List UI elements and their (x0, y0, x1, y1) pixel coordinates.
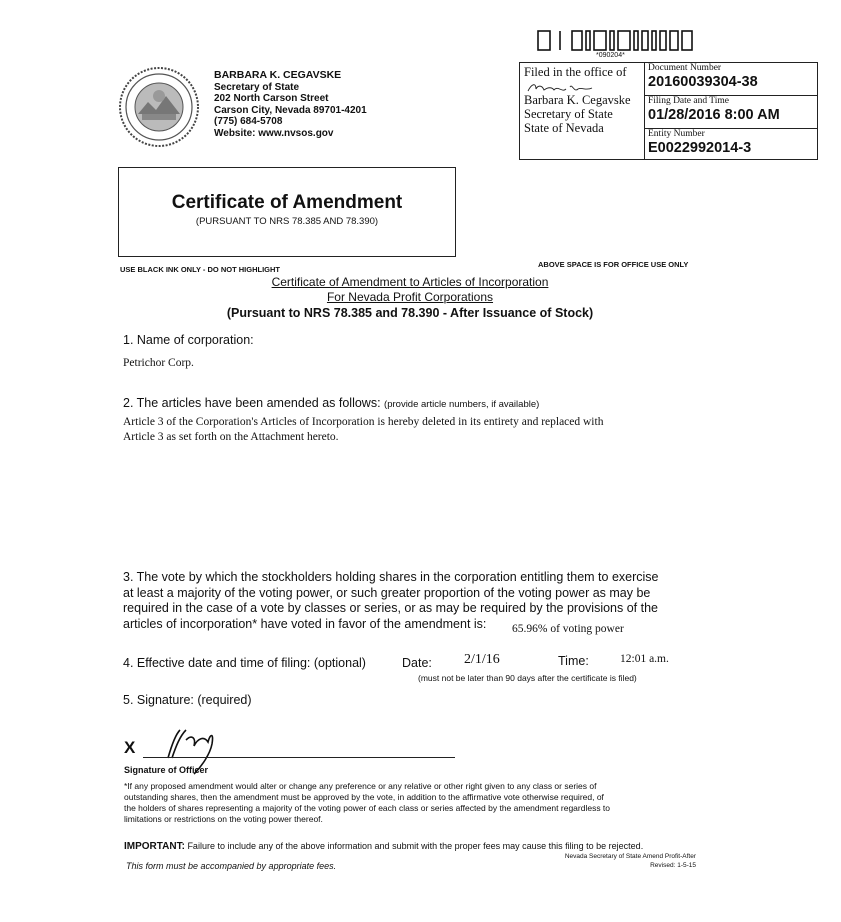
fee-notice: This form must be accompanied by appropriate fees. (126, 861, 337, 871)
form-heading (160, 275, 660, 321)
item-5-label: 5. Signature: (required) (123, 693, 252, 707)
filing-date-cell (645, 96, 817, 129)
item-1-label: 1. Name of corporation: (123, 333, 254, 347)
footnote-line-1: *If any proposed amendment would alter or change any preference or any relative or other right given to any class or series of (124, 781, 597, 791)
footnote (124, 781, 704, 825)
sos-phone: (775) 684-5708 (214, 116, 283, 127)
sos-city: Carson City, Nevada 89701-4201 (214, 104, 367, 116)
filing-date-label: Filing Date and Time (648, 96, 730, 106)
signature-label: Signature of Officer (124, 765, 209, 775)
vote-percentage: 65.96% of voting power (512, 623, 624, 635)
barcode (536, 28, 696, 52)
signature-x-mark: X (124, 738, 136, 757)
certificate-subtitle: (PURSUANT TO NRS 78.385 AND 78.390) (195, 216, 379, 227)
filing-stamp-box (519, 62, 818, 160)
certificate-title: Certificate of Amendment (171, 192, 403, 213)
amendment-line-2: Article 3 as set forth on the Attachment hereto. (123, 431, 339, 443)
entity-number-cell (645, 129, 817, 159)
sos-street: 202 North Carson Street (214, 93, 329, 104)
document-number-value: 20160039304-38 (648, 74, 758, 90)
footnote-line-4: limitations or restrictions on the voting power thereof. (124, 814, 323, 824)
effective-date-value: 2/1/16 (464, 652, 500, 667)
filed-line-4: State of Nevada (524, 121, 604, 135)
filed-line-3: Secretary of State (524, 107, 613, 121)
certificate-title-box (118, 167, 456, 257)
sos-website: Website: www.nvsos.gov (214, 127, 334, 139)
form-id-line-2: Revised: 1-5-15 (650, 862, 696, 869)
entity-number-label: Entity Number (648, 129, 705, 139)
date-label: Date: (402, 656, 432, 670)
item-2-label (123, 396, 539, 410)
important-text: Failure to include any of the above information and submit with the proper fees may cause this filing to be rejected. (187, 841, 644, 851)
document-number-label: Document Number (648, 63, 722, 73)
form-id-line-1: Nevada Secretary of State Amend Profit-After (564, 853, 696, 860)
item-2-note: (provide article numbers, if available) (384, 399, 540, 410)
effective-time-value: 12:01 a.m. (620, 653, 669, 665)
footnote-line-3: the holders of shares representing a majority of the voting power of each class or series affected by the amendment regardless to (124, 803, 611, 813)
entity-number-value: E0022992014-3 (648, 140, 752, 156)
secretary-signature-icon (526, 81, 596, 95)
item-2-question: 2. The articles have been amended as follows: (123, 396, 381, 410)
filing-date-value: 01/28/2016 8:00 AM (648, 107, 780, 123)
important-notice (124, 841, 643, 852)
ink-note: USE BLACK INK ONLY - DO NOT HIGHLIGHT (120, 265, 281, 274)
heading-line-3: (Pursuant to NRS 78.385 and 78.390 - After Issuance of Stock) (226, 306, 594, 320)
secretary-of-state-info (214, 70, 367, 139)
footnote-line-2: outstanding shares, then the amendment must be approved by the vote, in addition to the affirmative vote otherwise required, of (124, 792, 604, 802)
item-3-line-4: articles of incorporation* have voted in favor of the amendment is: (123, 616, 487, 631)
amendment-text (123, 415, 603, 445)
heading-line-2: For Nevada Profit Corporations (326, 290, 494, 304)
item-3-line-1: 3. The vote by which the stockholders holding shares in the corporation entitling them to exercise (123, 570, 659, 584)
corporation-name: Petrichor Corp. (123, 357, 194, 369)
filed-in-office-panel (520, 63, 645, 159)
document-number-cell (645, 63, 817, 96)
sos-title: Secretary of State (214, 81, 300, 93)
filed-line-2: Barbara K. Cegavske (524, 93, 631, 107)
barcode-number: *090204* (596, 52, 625, 59)
date-limit-note: (must not be later than 90 days after the certificate is filed) (418, 673, 637, 683)
office-use-note: ABOVE SPACE IS FOR OFFICE USE ONLY (538, 260, 689, 269)
important-label: IMPORTANT: (124, 841, 185, 852)
amendment-line-1: Article 3 of the Corporation's Articles of Incorporation is hereby deleted in its entirety and replaced with (123, 416, 604, 428)
heading-line-1: Certificate of Amendment to Articles of Incorporation (271, 275, 549, 289)
time-label: Time: (558, 654, 589, 668)
item-3-line-3: required in the case of a vote by classes or series, or as may be required by the provisions of the (123, 601, 658, 615)
item-4-label: 4. Effective date and time of filing: (optional) (123, 656, 366, 670)
state-seal-icon (118, 66, 200, 148)
signature-line (143, 757, 455, 758)
item-3-line-2: at least a majority of the voting power, or such greater proportion of the voting power as may be (123, 585, 651, 600)
filed-line-1: Filed in the office of (524, 65, 627, 79)
sos-name: BARBARA K. CEGAVSKE (214, 69, 342, 81)
form-identifier (540, 852, 696, 870)
